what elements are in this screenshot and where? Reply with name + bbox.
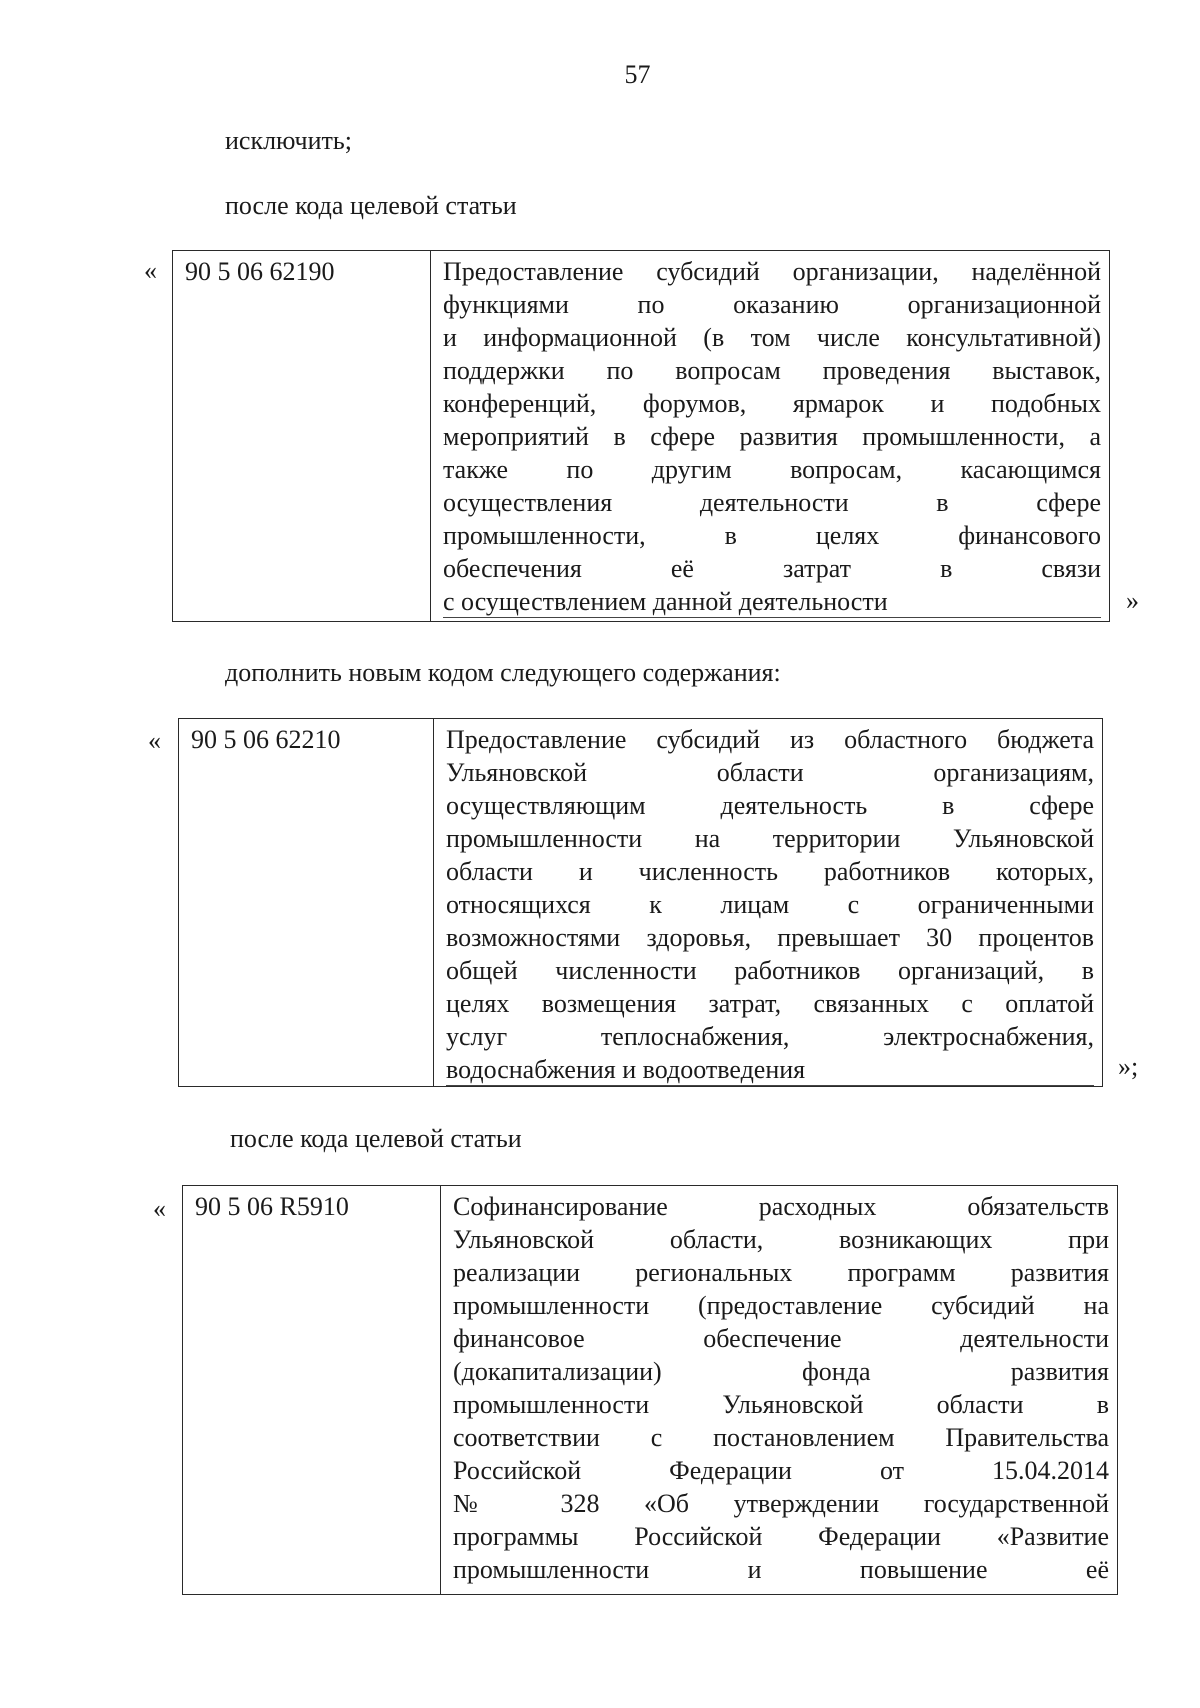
- description-line: промышленности Ульяновской области в: [453, 1390, 1109, 1419]
- description-line: поддержки по вопросам проведения выставок,: [443, 356, 1101, 385]
- description-line: Софинансирование расходных обязательств: [453, 1192, 1109, 1221]
- target-article-table: [178, 718, 1103, 1087]
- table-open-quote: «: [144, 256, 157, 285]
- description-line: промышленности, в целях финансового: [443, 521, 1101, 550]
- description-line: Предоставление субсидий организации, наделённой: [443, 257, 1101, 286]
- description-line: Российской Федерации от 15.04.2014: [453, 1456, 1109, 1485]
- description-line: № 328 «Об утверждении государственной: [453, 1489, 1109, 1518]
- target-article-table: [182, 1185, 1118, 1595]
- description-line: услуг теплоснабжения, электроснабжения,: [446, 1022, 1094, 1051]
- target-article-description: [441, 1186, 1117, 1594]
- description-line: общей численности работников организаций, в: [446, 956, 1094, 985]
- description-line: относящихся к лицам с ограниченными: [446, 890, 1094, 919]
- description-line: промышленности на территории Ульяновской: [446, 824, 1094, 853]
- description-line: соответствии с постановлением Правительства: [453, 1423, 1109, 1452]
- description-line: финансовое обеспечение деятельности: [453, 1324, 1109, 1353]
- description-line: реализации региональных программ развития: [453, 1258, 1109, 1287]
- description-line: (докапитализации) фонда развития: [453, 1357, 1109, 1386]
- description-line: осуществляющим деятельность в сфере: [446, 791, 1094, 820]
- description-line: и информационной (в том числе консультативной): [443, 323, 1101, 352]
- target-article-code: 90 5 06 R5910: [183, 1186, 441, 1594]
- description-line: промышленности и повышение её: [453, 1555, 1109, 1584]
- table-close-quote: »: [1126, 586, 1139, 615]
- description-line: с осуществлением данной деятельности: [443, 585, 1101, 618]
- target-article-description: [434, 719, 1102, 1086]
- description-line: конференций, форумов, ярмарок и подобных: [443, 389, 1101, 418]
- description-line: функциями по оказанию организационной: [443, 290, 1101, 319]
- description-line: также по другим вопросам, касающимся: [443, 455, 1101, 484]
- description-line: мероприятий в сфере развития промышленности, а: [443, 422, 1101, 451]
- target-article-table: [172, 250, 1110, 622]
- table-close-quote: »;: [1118, 1052, 1139, 1081]
- description-line: водоснабжения и водоотведения: [446, 1053, 1094, 1086]
- table-open-quote: «: [153, 1194, 166, 1223]
- description-line: целях возмещения затрат, связанных с оплатой: [446, 989, 1094, 1018]
- description-line: Предоставление субсидий из областного бюджета: [446, 725, 1094, 754]
- page-number: 57: [624, 60, 651, 89]
- description-line: промышленности (предоставление субсидий на: [453, 1291, 1109, 1320]
- description-line: области и численность работников которых,: [446, 857, 1094, 886]
- description-line: Ульяновской области, возникающих при: [453, 1225, 1109, 1254]
- description-line: осуществления деятельности в сфере: [443, 488, 1101, 517]
- description-line: Ульяновской области организациям,: [446, 758, 1094, 787]
- target-article-description: [431, 251, 1109, 621]
- target-article-code: 90 5 06 62210: [179, 719, 434, 1086]
- description-line: обеспечения её затрат в связи: [443, 554, 1101, 583]
- table-open-quote: «: [148, 726, 161, 755]
- description-line: программы Российской Федерации «Развитие: [453, 1522, 1109, 1551]
- paragraph-exclude: исключить;: [225, 126, 352, 155]
- target-article-code: 90 5 06 62190: [173, 251, 431, 621]
- paragraph-add-new-code: дополнить новым кодом следующего содержания:: [225, 658, 781, 687]
- paragraph-after-code: после кода целевой статьи: [225, 191, 517, 220]
- paragraph-after-code: после кода целевой статьи: [230, 1124, 522, 1153]
- description-line: возможностями здоровья, превышает 30 процентов: [446, 923, 1094, 952]
